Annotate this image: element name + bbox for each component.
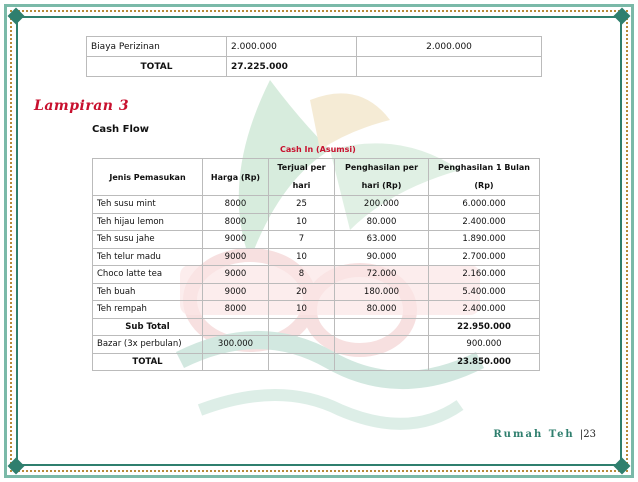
empty-cell <box>335 336 429 354</box>
monthly-income-cell: 6.000.000 <box>429 196 540 214</box>
cost-value: 2.000.000 <box>227 37 357 57</box>
monthly-income-cell: 2.700.000 <box>429 248 540 266</box>
product-name: Teh hijau lemon <box>93 213 203 231</box>
empty-cell <box>269 353 335 371</box>
section-title: Lampiran 3 <box>34 98 130 114</box>
daily-income-cell: 180.000 <box>335 283 429 301</box>
product-name: Teh rempah <box>93 301 203 319</box>
total-row <box>93 353 540 371</box>
qty-cell: 25 <box>269 196 335 214</box>
table-row <box>93 213 540 231</box>
cost-total: 2.000.000 <box>357 37 542 57</box>
daily-income-cell: 72.000 <box>335 266 429 284</box>
empty-cell <box>203 353 269 371</box>
empty-cell <box>335 318 429 336</box>
table-row <box>93 301 540 319</box>
table-header-row <box>93 159 540 196</box>
product-name: Teh telur madu <box>93 248 203 266</box>
column-header: Harga (Rp) <box>203 159 269 196</box>
total-label: TOTAL <box>93 353 203 371</box>
price-cell: 9000 <box>203 231 269 249</box>
bazar-row <box>93 336 540 354</box>
daily-income-cell: 90.000 <box>335 248 429 266</box>
subtotal-value: 22.950.000 <box>429 318 540 336</box>
empty-cell <box>203 318 269 336</box>
table-row <box>93 283 540 301</box>
startup-cost-table <box>86 36 542 77</box>
qty-cell: 10 <box>269 213 335 231</box>
cost-label: Biaya Perizinan <box>87 37 227 57</box>
column-header: Penghasilan 1 Bulan (Rp) <box>429 159 540 196</box>
column-header: Penghasilan per hari (Rp) <box>335 159 429 196</box>
bazar-total: 900.000 <box>429 336 540 354</box>
qty-cell: 10 <box>269 301 335 319</box>
column-header: Terjual per hari <box>269 159 335 196</box>
total-value: 27.225.000 <box>227 57 357 77</box>
empty-cell <box>335 353 429 371</box>
bazar-price: 300.000 <box>203 336 269 354</box>
monthly-income-cell: 1.890.000 <box>429 231 540 249</box>
footer-separator: | <box>579 429 584 440</box>
bazar-label: Bazar (3x perbulan) <box>93 336 203 354</box>
qty-cell: 8 <box>269 266 335 284</box>
page-footer <box>493 429 596 440</box>
cash-in-table <box>92 158 540 371</box>
total-label: TOTAL <box>87 57 227 77</box>
price-cell: 8000 <box>203 196 269 214</box>
table-row <box>93 248 540 266</box>
product-name: Teh buah <box>93 283 203 301</box>
product-name: Teh susu mint <box>93 196 203 214</box>
subtotal-label: Sub Total <box>93 318 203 336</box>
column-header: Jenis Pemasukan <box>93 159 203 196</box>
monthly-income-cell: 5.400.000 <box>429 283 540 301</box>
footer-brand: Rumah Teh <box>493 429 575 440</box>
product-name: Choco latte tea <box>93 266 203 284</box>
subtitle: Cash Flow <box>92 124 150 135</box>
subtotal-row <box>93 318 540 336</box>
empty-cell <box>269 318 335 336</box>
price-cell: 9000 <box>203 283 269 301</box>
table-row <box>93 266 540 284</box>
total-value: 23.850.000 <box>429 353 540 371</box>
qty-cell: 10 <box>269 248 335 266</box>
monthly-income-cell: 2.160.000 <box>429 266 540 284</box>
table-row <box>87 37 542 57</box>
page-number: 23 <box>583 429 596 440</box>
qty-cell: 20 <box>269 283 335 301</box>
daily-income-cell: 80.000 <box>335 213 429 231</box>
price-cell: 8000 <box>203 301 269 319</box>
empty-cell <box>269 336 335 354</box>
daily-income-cell: 80.000 <box>335 301 429 319</box>
table-row <box>87 57 542 77</box>
price-cell: 8000 <box>203 213 269 231</box>
table-caption: Cash In (Asumsi) <box>280 145 356 154</box>
price-cell: 9000 <box>203 266 269 284</box>
qty-cell: 7 <box>269 231 335 249</box>
price-cell: 9000 <box>203 248 269 266</box>
product-name: Teh susu jahe <box>93 231 203 249</box>
table-row <box>93 196 540 214</box>
total-total <box>357 57 542 77</box>
table-row <box>93 231 540 249</box>
monthly-income-cell: 2.400.000 <box>429 213 540 231</box>
daily-income-cell: 200.000 <box>335 196 429 214</box>
monthly-income-cell: 2.400.000 <box>429 301 540 319</box>
daily-income-cell: 63.000 <box>335 231 429 249</box>
